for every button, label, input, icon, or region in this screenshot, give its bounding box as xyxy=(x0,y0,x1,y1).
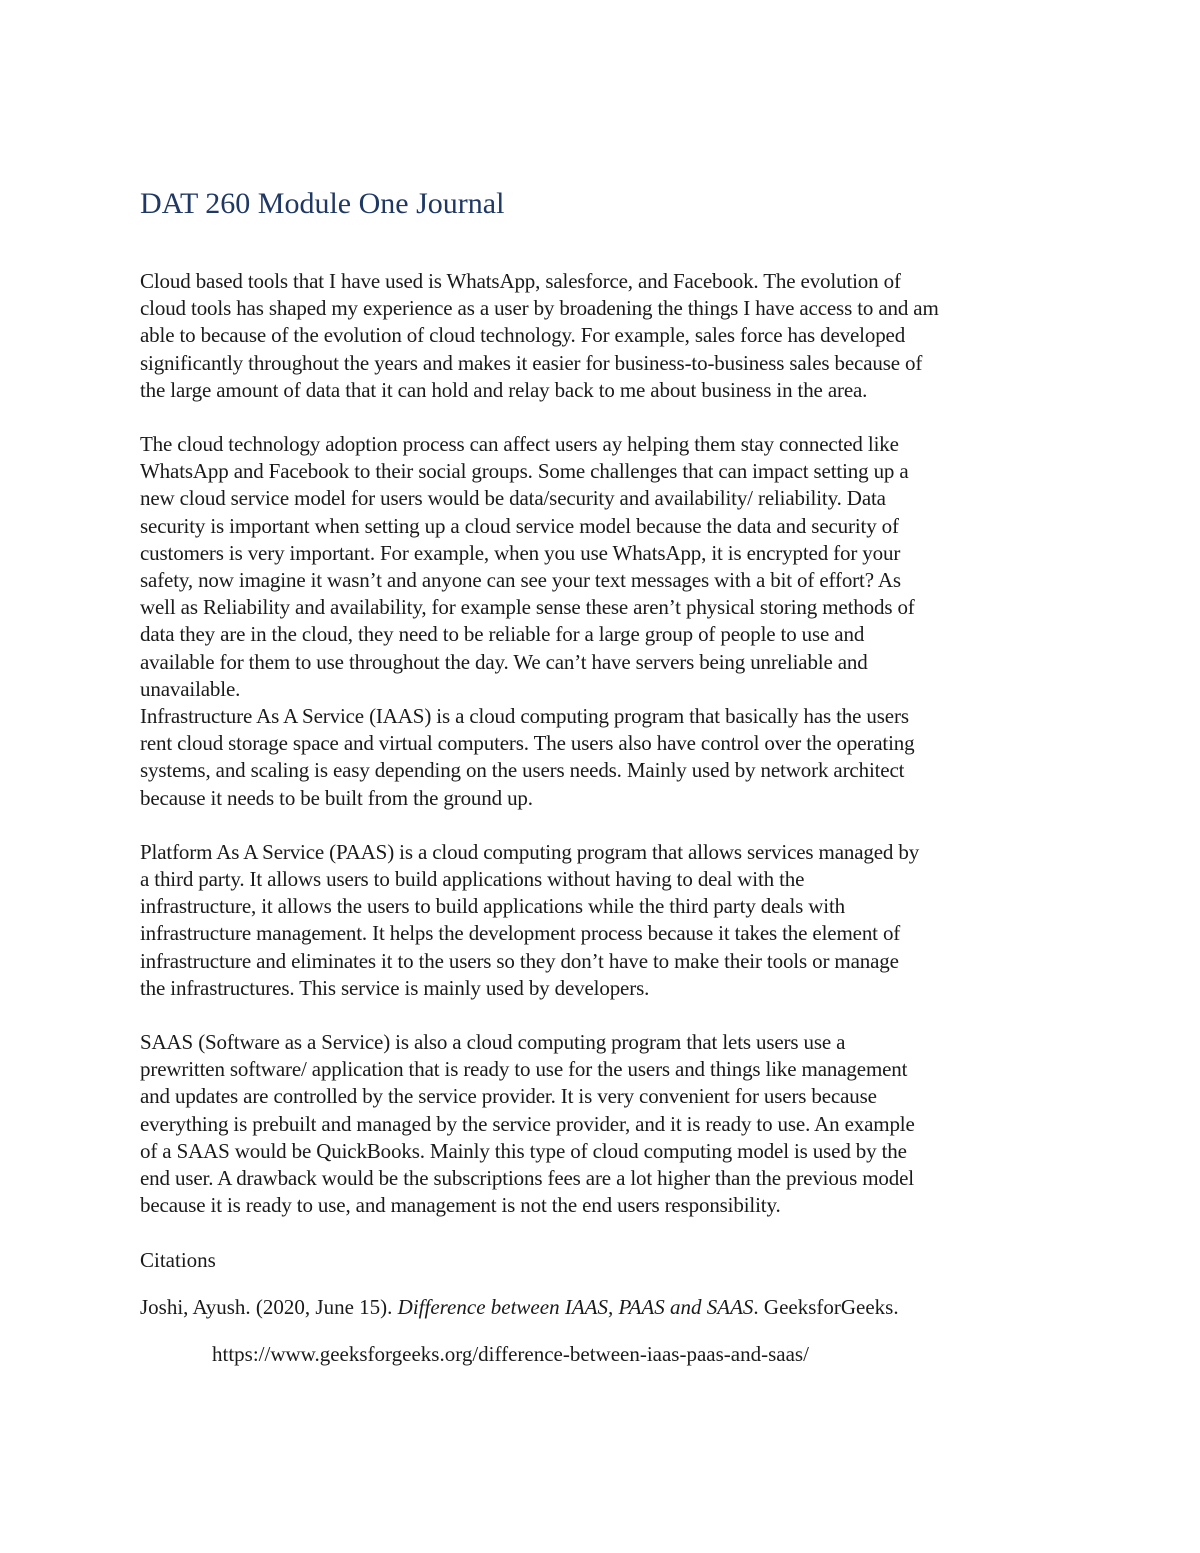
citation-publisher: . GeeksforGeeks. xyxy=(753,1294,899,1319)
citation-url[interactable]: https://www.geeksforgeeks.org/difference-between-iaas-paas-and-saas/ xyxy=(212,1341,809,1366)
paragraph-paas: Platform As A Service (PAAS) is a cloud computing program that allows services managed by a third party. It allows users to build applications without having to deal with the infrastructure, it allows the users to build applications while the third party deals with infrastructure management. It helps the development process because it takes the element of infrastructure and eliminates it to the users so they don’t have to make their tools or manage the infrastructures. This service is mainly used by developers. xyxy=(140,839,920,1000)
paragraph-adoption-process: The cloud technology adoption process can affect users ay helping them stay connected like WhatsApp and Facebook to their social groups. Some challenges that can impact setting up a new cloud service model for users would be data/security and availability/ reliability. Data security is important when setting up a cloud service model because the data and security of customers is very important. For example, when you use WhatsApp, it is encrypted for your safety, now imagine it wasn’t and anyone can see your text messages with a bit of effort? As well as Reliability and availability, for example sense these aren’t physical storing methods of data they are in the cloud, they need to be reliable for a large group of people to use and available for them to use throughout the day. We can’t have servers being unreliable and unavailable. xyxy=(140,432,915,701)
document-title: DAT 260 Module One Journal xyxy=(140,187,505,220)
citation-author: Joshi, Ayush. (2020, June 15). xyxy=(140,1294,398,1319)
citation-entry xyxy=(140,1294,1065,1321)
document-page xyxy=(140,184,1065,1368)
citation-work-title: Difference between IAAS, PAAS and SAAS xyxy=(397,1294,754,1319)
paragraph-spacer xyxy=(140,1002,1065,1029)
paragraph-iaas: Infrastructure As A Service (IAAS) is a cloud computing program that basically has the users rent cloud storage space and virtual computers. The users also have control over the operating systems, and scaling is easy depending on the users needs. Mainly used by network architect because it needs to be built from the ground up. xyxy=(140,704,915,810)
paragraph-spacer xyxy=(140,812,1065,839)
paragraph-cloud-tools: Cloud based tools that I have used is WhatsApp, salesforce, and Facebook. The evolution of cloud tools has shaped my experience as a user by broadening the things I have access to and am able to because of the evolution of cloud technology. For example, sales force has developed significantly throughout the years and makes it easier for business-to-business sales because of the large amount of data that it can hold and relay back to me about business in the area. xyxy=(140,269,939,402)
citations-heading: Citations xyxy=(140,1247,216,1272)
paragraph-spacer xyxy=(140,404,1065,431)
paragraph-saas: SAAS (Software as a Service) is also a cloud computing program that lets users use a prewritten software/ application that is ready to use for the users and things like management and updates are controlled by the service provider. It is very convenient for users because everything is prebuilt and managed by the service provider, and it is ready to use. An example of a SAAS would be QuickBooks. Mainly this type of cloud computing model is used by the end user. A drawback would be the subscriptions fees are a lot higher than the previous model because it is ready to use, and management is not the end users responsibility. xyxy=(140,1030,915,1218)
paragraph-spacer xyxy=(140,1220,1065,1247)
